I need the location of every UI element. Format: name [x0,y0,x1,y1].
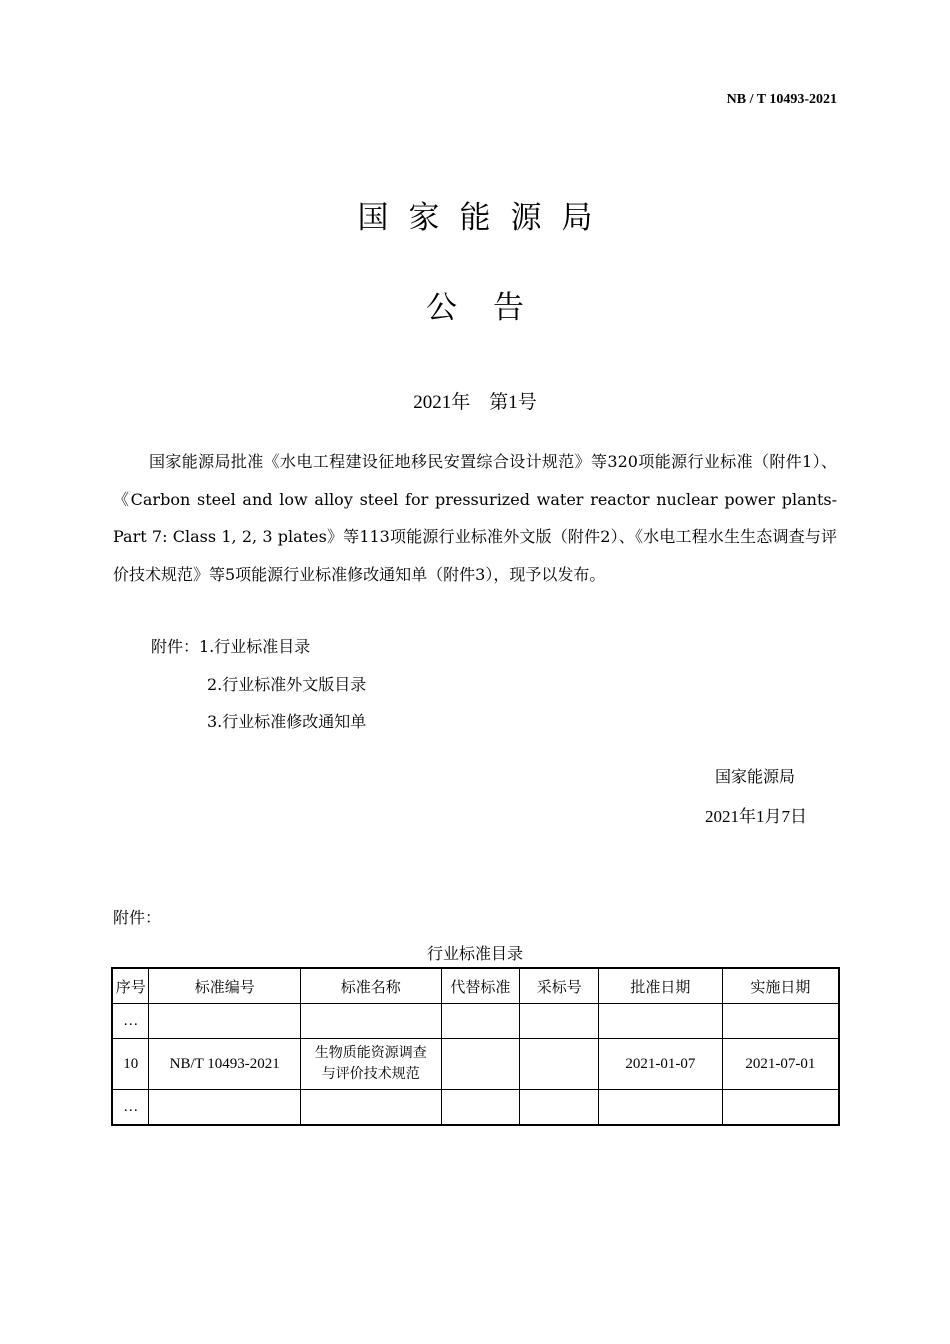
table-row [112,1090,839,1126]
cell-adopted [520,1004,599,1039]
attachment-item-3: 3.行业标准修改通知单 [207,712,367,731]
cell-replaces [441,1039,520,1090]
column-header-number: 标准编号 [149,968,301,1004]
cell-name-line-1: 生物质能资源调查 [314,1045,427,1061]
cell-seq: … [112,1090,149,1126]
table-row [112,1004,839,1039]
cell-seq: … [112,1004,149,1039]
cell-number: NB/T 10493-2021 [149,1039,301,1090]
attachment-item-1: 附件：1.行业标准目录 [151,637,311,656]
attachment-item-2: 2.行业标准外文版目录 [207,674,367,694]
column-header-name: 标准名称 [301,968,442,1004]
cell-adopted [520,1090,599,1126]
table-row [112,1039,839,1090]
signature-agency: 国家能源局 [714,767,795,786]
cell-name [301,1039,442,1090]
standard-number: NB / T 10493-2021 [726,92,837,107]
cell-approved [599,1090,723,1126]
issue-number: 2021年 第1号 [413,392,537,413]
cell-name [301,1004,442,1039]
column-header-seq: 序号 [112,968,149,1004]
announcement-body [113,443,837,593]
cell-approved [599,1004,723,1039]
cell-replaces [441,1090,520,1126]
cell-number [149,1004,301,1039]
cell-seq: 10 [112,1039,149,1090]
appendix-label: 附件： [113,908,162,927]
cell-effective: 2021-07-01 [722,1039,839,1090]
signature-date: 2021年1月7日 [705,807,807,826]
table-header-row [112,968,839,1004]
column-header-approved: 批准日期 [599,968,723,1004]
cell-effective [722,1090,839,1126]
column-header-effective: 实施日期 [722,968,839,1004]
cell-number [149,1090,301,1126]
notice-title: 公告 [426,290,560,326]
standards-table [111,967,840,1126]
announcement-paragraph: 国家能源局批准《水电工程建设征地移民安置综合设计规范》等320项能源行业标准（附件1）、《Carbon steel and low alloy steel for pressurized water reactor nuclear power plants-Part 7: Class 1, 2, 3 plates》等113项能源行业标准外文版（附件2）、《水电工程水生生态调查与评价技术规范》等5项能源行业标准修改通知单（附件3），现予以发布。 [113,452,838,584]
cell-effective [722,1004,839,1039]
cell-replaces [441,1004,520,1039]
column-header-adopted: 采标号 [520,968,599,1004]
table-title: 行业标准目录 [426,944,523,963]
cell-adopted [520,1039,599,1090]
cell-name-line-2: 与评价技术规范 [321,1066,420,1082]
cell-name [301,1090,442,1126]
attachments-list [151,628,366,741]
column-header-replaces: 代替标准 [441,968,520,1004]
cell-approved: 2021-01-07 [599,1039,723,1090]
agency-title: 国家能源局 [357,200,613,236]
